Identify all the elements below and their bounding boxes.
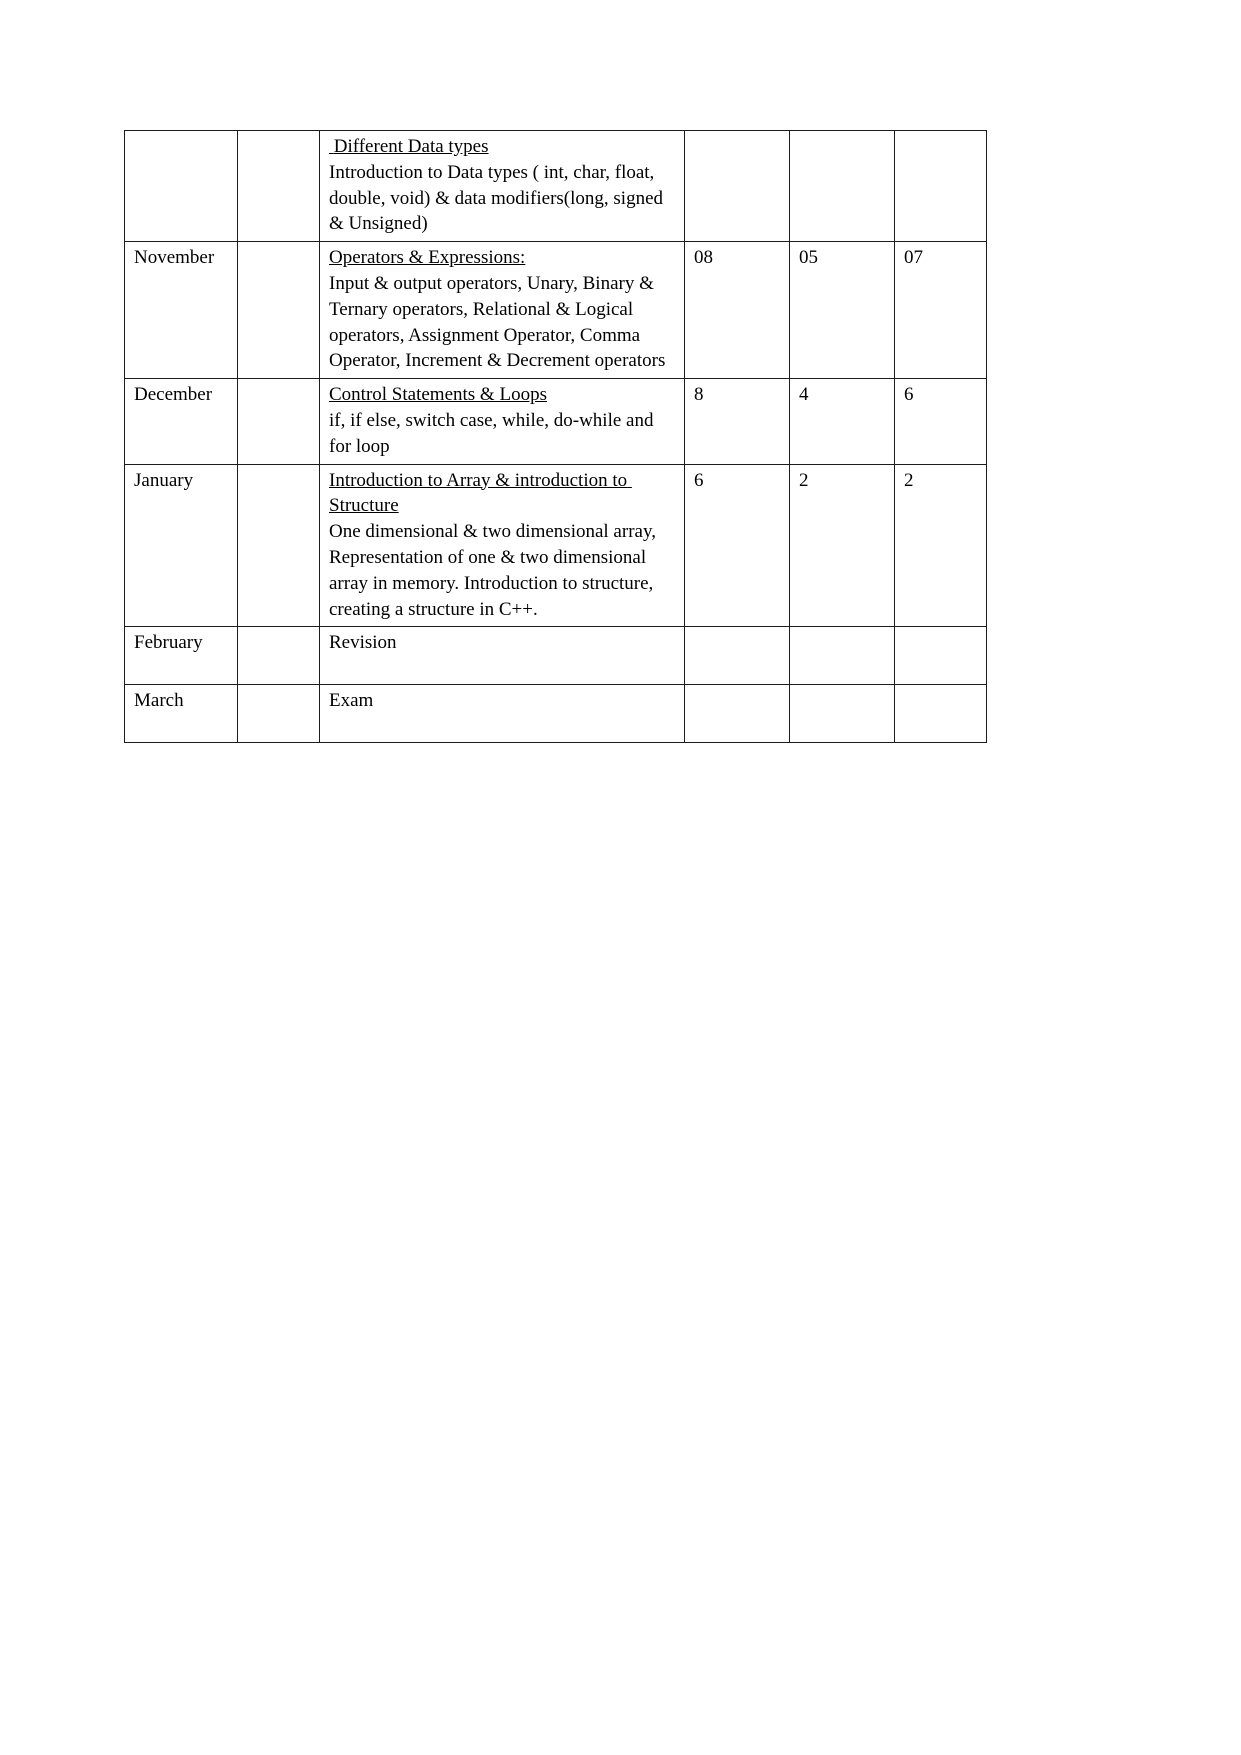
hours-cell-3: 2 (895, 464, 987, 627)
hours-cell-3 (895, 627, 987, 685)
hours-cell-1: 08 (685, 242, 790, 379)
table-row (125, 242, 987, 379)
empty-cell (238, 464, 320, 627)
topic-title: Operators & Expressions: (329, 247, 526, 269)
topic-body: One dimensional & two dimensional array, Representation of one & two dimensional array in memory. Introduction to structure, creating a structure in C++. (329, 521, 656, 620)
topic-cell (320, 131, 685, 242)
table-row (125, 379, 987, 464)
hours-cell-2 (790, 131, 895, 242)
hours-cell-3: 07 (895, 242, 987, 379)
hours-cell-3 (895, 131, 987, 242)
empty-cell (238, 627, 320, 685)
topic-body: if, if else, switch case, while, do-while and for loop (329, 409, 654, 457)
table-row (125, 685, 987, 743)
hours-cell-2 (790, 627, 895, 685)
topic-body: Introduction to Data types ( int, char, float, double, void) & data modifiers(long, signed & Unsigned) (329, 161, 664, 235)
hours-cell-3: 6 (895, 379, 987, 464)
empty-cell (238, 379, 320, 464)
hours-cell-1: 8 (685, 379, 790, 464)
month-cell (125, 131, 238, 242)
hours-cell-3 (895, 685, 987, 743)
hours-cell-2: 05 (790, 242, 895, 379)
table-row (125, 464, 987, 627)
month-cell: December (125, 379, 238, 464)
topic-body: Input & output operators, Unary, Binary & Ternary operators, Relational & Logical operators, Assignment Operator, Comma Operator, Increment & Decrement operators (329, 272, 666, 372)
hours-cell-2: 2 (790, 464, 895, 627)
topic-cell (320, 685, 685, 743)
syllabus-table (124, 130, 987, 743)
topic-title: Control Statements & Loops (329, 384, 547, 406)
month-cell: November (125, 242, 238, 379)
hours-cell-2 (790, 685, 895, 743)
hours-cell-1 (685, 627, 790, 685)
table-row (125, 131, 987, 242)
topic-title: Revision (329, 632, 397, 654)
hours-cell-1: 6 (685, 464, 790, 627)
topic-title: Introduction to Array & introduction to Structure (329, 469, 632, 517)
empty-cell (238, 685, 320, 743)
empty-cell (238, 131, 320, 242)
topic-title: Exam (329, 690, 374, 712)
topic-cell (320, 379, 685, 464)
topic-cell (320, 464, 685, 627)
empty-cell (238, 242, 320, 379)
month-cell: January (125, 464, 238, 627)
hours-cell-2: 4 (790, 379, 895, 464)
topic-cell (320, 627, 685, 685)
month-cell: February (125, 627, 238, 685)
hours-cell-1 (685, 685, 790, 743)
topic-cell (320, 242, 685, 379)
month-cell: March (125, 685, 238, 743)
table-row (125, 627, 987, 685)
hours-cell-1 (685, 131, 790, 242)
topic-title: Different Data types (329, 136, 489, 157)
